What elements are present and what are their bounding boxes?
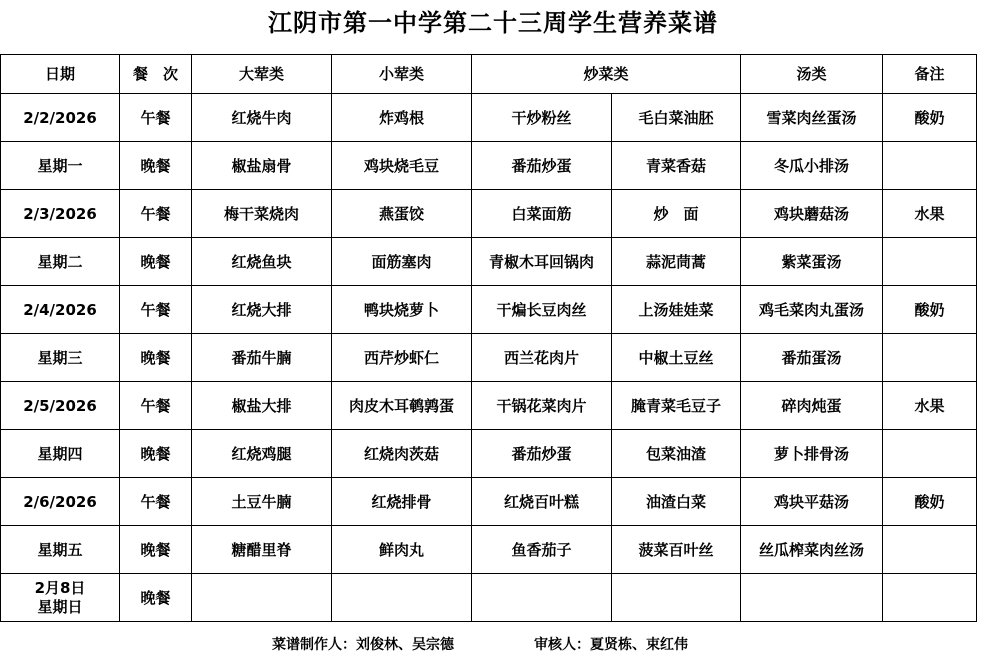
cell-stir-fry-2: 青菜香菇 [612,142,741,190]
cell-small-meat: 鸭块烧萝卜 [332,286,472,334]
table-header-row [1,55,977,94]
cell-meal: 午餐 [120,94,192,142]
cell-big-meat: 椒盐大排 [192,382,332,430]
cell-soup: 萝卜排骨汤 [741,430,883,478]
cell-stir-fry-2: 蒜泥茼蒿 [612,238,741,286]
cell-stir-fry-2 [612,574,741,622]
cell-note: 酸奶 [883,478,977,526]
header-big-meat: 大荤类 [192,55,332,94]
cell-date: 星期三 [1,334,120,382]
cell-stir-fry-2: 中椒土豆丝 [612,334,741,382]
cell-date: 星期一 [1,142,120,190]
cell-meal: 午餐 [120,478,192,526]
cell-small-meat: 西芹炒虾仁 [332,334,472,382]
header-soup: 汤类 [741,55,883,94]
cell-stir-fry-1: 西兰花肉片 [472,334,612,382]
cell-stir-fry-1: 红烧百叶糕 [472,478,612,526]
cell-stir-fry-1: 干锅花菜肉片 [472,382,612,430]
cell-big-meat: 红烧鸡腿 [192,430,332,478]
cell-stir-fry-2: 油渣白菜 [612,478,741,526]
table-row [1,142,977,190]
cell-date: 2/4/2026 [1,286,120,334]
menu-reviewer: 审核人：夏贤栋、束红伟 [534,637,688,653]
header-note: 备注 [883,55,977,94]
cell-big-meat: 土豆牛腩 [192,478,332,526]
header-meal: 餐 次 [120,55,192,94]
cell-soup: 冬瓜小排汤 [741,142,883,190]
cell-note [883,238,977,286]
cell-stir-fry-1: 白菜面筋 [472,190,612,238]
cell-stir-fry-1: 番茄炒蛋 [472,430,612,478]
cell-meal: 午餐 [120,286,192,334]
cell-date: 星期五 [1,526,120,574]
table-row [1,190,977,238]
cell-stir-fry-2: 腌青菜毛豆子 [612,382,741,430]
table-row [1,94,977,142]
cell-date: 2/6/2026 [1,478,120,526]
cell-stir-fry-2: 毛白菜油胚 [612,94,741,142]
cell-soup: 鸡块平菇汤 [741,478,883,526]
cell-date [1,574,120,622]
cell-small-meat: 鸡块烧毛豆 [332,142,472,190]
cell-soup: 碎肉炖蛋 [741,382,883,430]
cell-meal: 晚餐 [120,430,192,478]
cell-meal: 晚餐 [120,334,192,382]
footer [0,630,976,660]
cell-soup: 雪菜肉丝蛋汤 [741,94,883,142]
cell-soup [741,574,883,622]
table-row [1,286,977,334]
cell-note: 酸奶 [883,286,977,334]
cell-note [883,526,977,574]
cell-big-meat: 红烧牛肉 [192,94,332,142]
table-row [1,238,977,286]
cell-small-meat: 红烧排骨 [332,478,472,526]
menu-maker: 菜谱制作人：刘俊林、吴宗德 [272,637,454,653]
header-date: 日期 [1,55,120,94]
cell-stir-fry-1: 干炒粉丝 [472,94,612,142]
cell-stir-fry-1: 干煸长豆肉丝 [472,286,612,334]
cell-soup: 鸡毛菜肉丸蛋汤 [741,286,883,334]
cell-meal: 晚餐 [120,142,192,190]
cell-date: 2/2/2026 [1,94,120,142]
table-row [1,382,977,430]
table-row [1,478,977,526]
cell-big-meat [192,574,332,622]
table-row [1,334,977,382]
cell-stir-fry-2: 上汤娃娃菜 [612,286,741,334]
cell-soup: 鸡块蘑菇汤 [741,190,883,238]
cell-note [883,430,977,478]
menu-table [0,54,977,622]
weekday-line: 星期日 [37,597,83,616]
cell-soup: 紫菜蛋汤 [741,238,883,286]
cell-note [883,574,977,622]
cell-meal: 晚餐 [120,526,192,574]
cell-small-meat: 燕蛋饺 [332,190,472,238]
cell-big-meat: 梅干菜烧肉 [192,190,332,238]
date-line: 2月8日 [34,578,86,597]
cell-note: 酸奶 [883,94,977,142]
cell-big-meat: 番茄牛腩 [192,334,332,382]
header-stir-fry: 炒菜类 [472,55,741,94]
cell-date: 星期二 [1,238,120,286]
cell-soup: 番茄蛋汤 [741,334,883,382]
cell-big-meat: 椒盐扇骨 [192,142,332,190]
cell-small-meat: 红烧肉茨菇 [332,430,472,478]
cell-small-meat: 炸鸡根 [332,94,472,142]
cell-stir-fry-2: 炒 面 [612,190,741,238]
cell-date: 2/3/2026 [1,190,120,238]
cell-meal: 午餐 [120,190,192,238]
cell-stir-fry-2: 菠菜百叶丝 [612,526,741,574]
cell-big-meat: 糖醋里脊 [192,526,332,574]
cell-big-meat: 红烧大排 [192,286,332,334]
table-row [1,430,977,478]
cell-small-meat: 肉皮木耳鹌鹑蛋 [332,382,472,430]
cell-meal: 晚餐 [120,574,192,622]
header-small-meat: 小荤类 [332,55,472,94]
cell-note [883,334,977,382]
cell-stir-fry-1 [472,574,612,622]
cell-soup: 丝瓜榨菜肉丝汤 [741,526,883,574]
table-row [1,526,977,574]
cell-date: 星期四 [1,430,120,478]
cell-note [883,142,977,190]
cell-note: 水果 [883,382,977,430]
page-title: 江阴市第一中学第二十三周学生营养菜谱 [268,8,718,37]
cell-small-meat: 面筋塞肉 [332,238,472,286]
cell-small-meat [332,574,472,622]
cell-stir-fry-1: 青椒木耳回锅肉 [472,238,612,286]
cell-date: 2/5/2026 [1,382,120,430]
cell-big-meat: 红烧鱼块 [192,238,332,286]
cell-note: 水果 [883,190,977,238]
cell-small-meat: 鲜肉丸 [332,526,472,574]
cell-stir-fry-1: 番茄炒蛋 [472,142,612,190]
table-row [1,574,977,622]
cell-meal: 晚餐 [120,238,192,286]
cell-meal: 午餐 [120,382,192,430]
cell-stir-fry-2: 包菜油渣 [612,430,741,478]
cell-stir-fry-1: 鱼香茄子 [472,526,612,574]
